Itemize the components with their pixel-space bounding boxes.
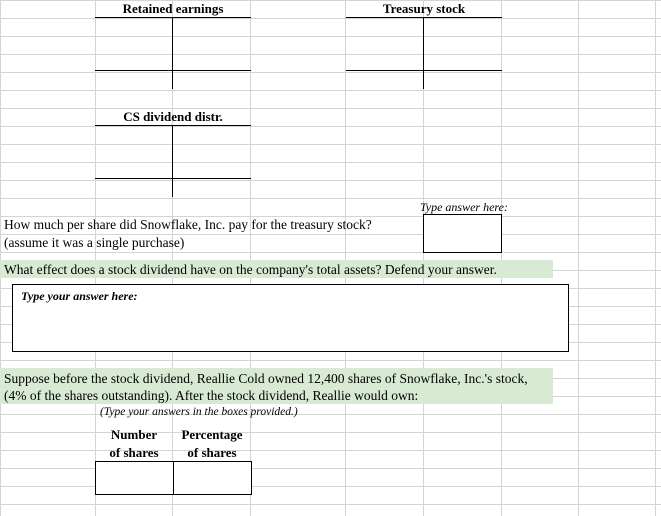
retained-earnings-header: Retained earnings (122, 1, 224, 16)
ownership-question-line1: Suppose before the stock dividend, Reallie Cold owned 12,400 shares of Snowflake, Inc.'s stock, (4, 371, 528, 386)
cs-dividend-center-rule (172, 125, 173, 197)
ownership-question-line2: (4% of the shares outstanding). After the stock dividend, Reallie would own: (4, 388, 419, 403)
cs-dividend-total-rule (95, 178, 251, 179)
treasury-price-answer-box[interactable] (423, 214, 502, 253)
treasury-stock-top-rule (346, 17, 502, 18)
treasury-stock-header: Treasury stock (382, 1, 466, 16)
treasury-price-question-line2: (assume it was a single purchase) (4, 235, 185, 250)
type-answer-hint: Type answer here: (420, 200, 508, 214)
percentage-column-header-line2: of shares (187, 445, 237, 460)
cs-dividend-header: CS dividend distr. (123, 109, 223, 124)
stock-dividend-question: What effect does a stock dividend have on the company's total assets? Defend your answer. (4, 262, 497, 277)
cs-dividend-top-rule (95, 125, 251, 126)
number-column-header-line2: of shares (109, 445, 159, 460)
percentage-of-shares-answer-box[interactable] (173, 461, 252, 495)
percentage-column-header-line1: Percentage (181, 427, 243, 442)
number-of-shares-answer-box[interactable] (95, 461, 174, 495)
treasury-price-question-line1: How much per share did Snowflake, Inc. pay for the treasury stock? (4, 217, 372, 232)
stock-dividend-answer-box[interactable] (12, 284, 569, 352)
treasury-stock-total-rule (346, 70, 502, 71)
answer-boxes-hint: (Type your answers in the boxes provided.) (100, 406, 298, 418)
stock-dividend-answer-placeholder: Type your answer here: (21, 289, 138, 303)
retained-earnings-top-rule (95, 17, 251, 18)
treasury-stock-center-rule (423, 17, 424, 89)
retained-earnings-center-rule (172, 17, 173, 89)
retained-earnings-total-rule (95, 70, 251, 71)
number-column-header-line1: Number (110, 427, 158, 442)
